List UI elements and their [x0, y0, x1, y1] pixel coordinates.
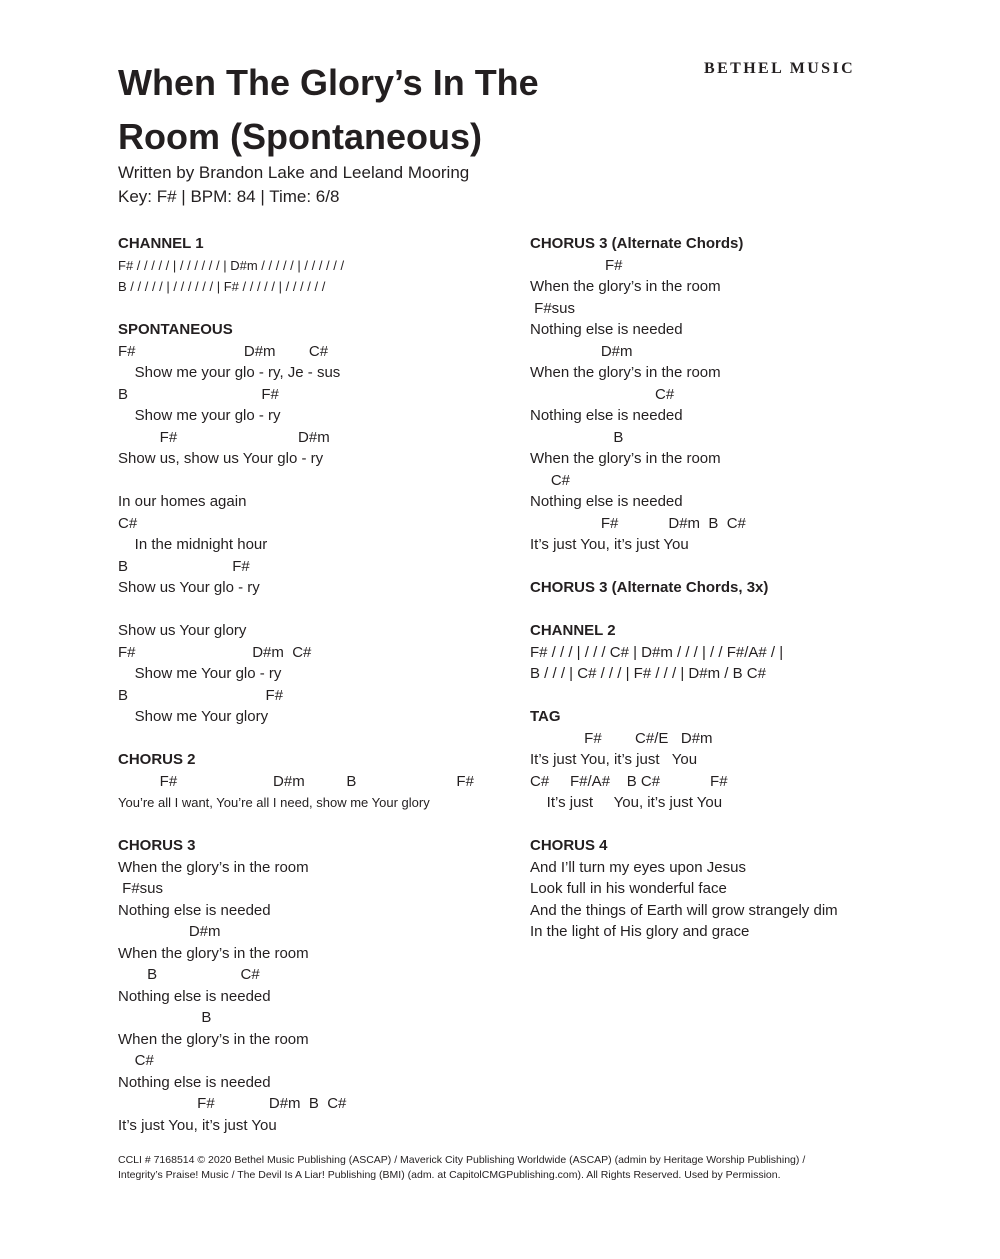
- section-heading: SPONTANEOUS: [118, 321, 233, 338]
- lyric-line: B / / / / / | / / / / / / | F# / / / / / | / / / / / /: [118, 279, 326, 294]
- lyric-line: F# D#m B C#: [118, 1095, 347, 1112]
- section-heading: CHORUS 2: [118, 751, 196, 768]
- lyric-line: C#: [530, 385, 675, 403]
- song-section: [530, 706, 930, 814]
- lyric-line: Look full in his wonderful face: [530, 880, 727, 897]
- lyric-line: Show us Your glory: [118, 622, 247, 639]
- lyric-line: In our homes again: [118, 493, 247, 510]
- lyric-line: [118, 470, 518, 492]
- lyric-line: Nothing else is needed: [530, 407, 683, 424]
- song-section: [118, 835, 518, 1136]
- song-section: [118, 749, 518, 814]
- lyric-line: Show me Your glo - ry: [118, 665, 282, 682]
- lyric-line: B: [118, 1009, 212, 1026]
- lyric-line: F# / / / / / | / / / / / / | D#m / / / / / | / / / / / /: [118, 257, 345, 273]
- lyric-line: Nothing else is needed: [118, 901, 271, 919]
- section-heading: CHORUS 3: [118, 837, 196, 854]
- lyric-line: F# C#/E D#m: [530, 729, 713, 747]
- lyric-line: B F#: [118, 557, 250, 575]
- section-heading: CHORUS 3 (Alternate Chords, 3x): [530, 579, 769, 596]
- lyric-line: When the glory’s in the room: [530, 450, 721, 467]
- lyric-line: It’s just You, it’s just You: [530, 794, 723, 811]
- lyric-line: When the glory’s in the room: [530, 278, 721, 295]
- lyric-line: B C#: [118, 966, 260, 983]
- lyric-line: C#: [118, 514, 138, 532]
- lyric-line: Nothing else is needed: [118, 987, 271, 1005]
- copyright-line-2: Integrity’s Praise! Music / The Devil Is A Liar! Publishing (BMI) (adm. at CapitolCMGPublishing.com). All Rights Reserved. Used by Permission.: [118, 1169, 781, 1181]
- lyric-line: F# D#m C#: [118, 643, 312, 661]
- song-key-info: Key: F# | BPM: 84 | Time: 6/8: [118, 187, 340, 206]
- song-section: [118, 233, 518, 298]
- lyric-line: Show me your glo - ry, Je - sus: [118, 364, 341, 381]
- copyright-footer: [118, 1153, 898, 1183]
- lyric-line: It’s just You, it’s just You: [530, 536, 689, 553]
- lyric-line: F#sus: [530, 299, 576, 317]
- lyric-line: Nothing else is needed: [118, 1073, 271, 1091]
- lyric-line: When the glory’s in the room: [118, 858, 309, 876]
- lyric-line: In the light of His glory and grace: [530, 923, 750, 940]
- lyric-line: It’s just You, it’s just You: [118, 1116, 277, 1134]
- lyric-line: Nothing else is needed: [530, 493, 683, 510]
- lyric-line: B / / / | C# / / / | F# / / / | D#m / B C#: [530, 665, 766, 682]
- song-section: [530, 577, 930, 599]
- lyric-line: It’s just You, it’s just You: [530, 751, 698, 768]
- lyric-line: [118, 599, 518, 621]
- lyric-line: And I’ll turn my eyes upon Jesus: [530, 858, 746, 876]
- song-section: [118, 319, 518, 728]
- lyric-line: F# D#m B C#: [530, 514, 746, 532]
- lyric-line: Show me Your glory: [118, 708, 269, 725]
- song-title: When The Glory’s In The Room (Spontaneous): [118, 62, 539, 157]
- copyright-line-1: CCLI # 7168514 © 2020 Bethel Music Publishing (ASCAP) / Maverick City Publishing Worldwide (ASCAP) (admin by Heritage Worship Publishing) /: [118, 1154, 806, 1166]
- lyric-line: Show me your glo - ry: [118, 407, 281, 424]
- lyric-line: F# D#m C#: [118, 342, 329, 360]
- lyric-line: F# D#m B F#: [118, 772, 474, 790]
- section-heading: CHORUS 3 (Alternate Chords): [530, 235, 744, 252]
- lyric-line: F# / / / | / / / C# | D#m / / / | / / F#/A# / |: [530, 643, 784, 661]
- left-column: [118, 233, 518, 1158]
- lyric-line: When the glory’s in the room: [118, 944, 309, 962]
- lyric-line: In the midnight hour: [118, 536, 268, 553]
- lyric-line: C#: [118, 1052, 154, 1069]
- section-heading: CHANNEL 2: [530, 622, 616, 639]
- song-section: [530, 233, 930, 556]
- lyric-line: Nothing else is needed: [530, 321, 683, 338]
- lyric-line: C#: [530, 471, 571, 489]
- song-section: [530, 835, 930, 943]
- lyric-line: D#m: [530, 342, 633, 360]
- lyric-line: F# D#m: [118, 428, 330, 446]
- lyric-line: Show us Your glo - ry: [118, 579, 260, 596]
- lyric-line: B: [530, 428, 624, 446]
- lyric-line: D#m: [118, 923, 221, 940]
- lyric-line: F#sus: [118, 880, 164, 897]
- lyric-line: When the glory’s in the room: [530, 364, 721, 381]
- lyric-line: F#: [530, 256, 623, 274]
- lyric-line: When the glory’s in the room: [118, 1030, 309, 1048]
- lyric-line: You’re all I want, You’re all I need, show me Your glory: [118, 795, 430, 810]
- bethel-music-logo: BETHEL MUSIC: [704, 60, 856, 77]
- lyric-line: And the things of Earth will grow strangely dim: [530, 901, 838, 919]
- lyric-line: Show us, show us Your glo - ry: [118, 450, 324, 467]
- lyric-line: B F#: [118, 385, 279, 403]
- song-writers: Written by Brandon Lake and Leeland Mooring: [118, 163, 470, 182]
- right-column: [530, 233, 930, 964]
- lyric-line: C# F#/A# B C# F#: [530, 772, 728, 790]
- section-heading: TAG: [530, 708, 561, 725]
- section-heading: CHANNEL 1: [118, 235, 204, 252]
- section-heading: CHORUS 4: [530, 837, 608, 854]
- song-section: [530, 620, 930, 685]
- lyric-line: B F#: [118, 686, 284, 704]
